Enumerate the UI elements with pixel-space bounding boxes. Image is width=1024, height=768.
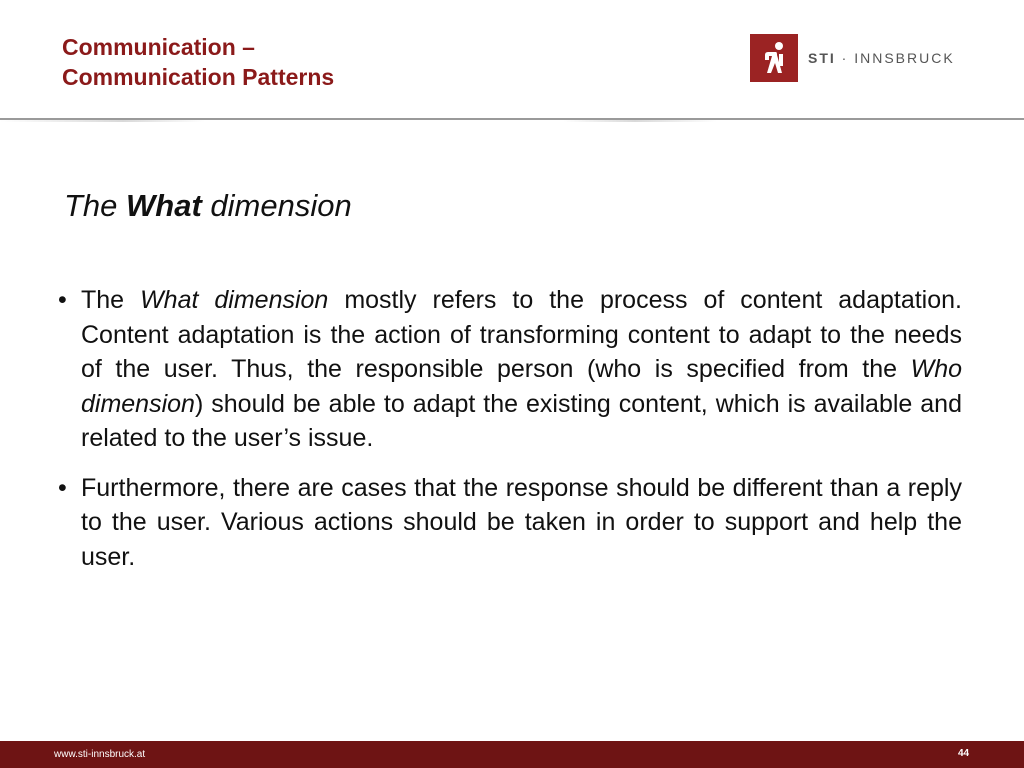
bullet-item bbox=[58, 471, 962, 575]
bullet-text: The bbox=[81, 286, 141, 314]
section-heading-pre: The bbox=[64, 188, 127, 223]
sti-figure-logo-icon bbox=[750, 34, 798, 82]
page-number: 44 bbox=[958, 748, 970, 759]
slide-title-line1: Communication – bbox=[62, 34, 255, 60]
bullet-item bbox=[58, 283, 962, 456]
bullet-emphasis: Who dimension bbox=[81, 355, 962, 418]
section-heading bbox=[64, 188, 352, 224]
bullet-marker: • bbox=[58, 473, 67, 502]
slide-title-line2: Communication Patterns bbox=[62, 64, 335, 90]
logo-brand-rest: INNSBRUCK bbox=[854, 50, 955, 66]
bullet-marker: • bbox=[58, 286, 67, 314]
bullet-list bbox=[58, 283, 962, 589]
section-heading-post: dimension bbox=[201, 188, 352, 223]
logo-separator: · bbox=[835, 50, 855, 66]
section-heading-strong: What bbox=[126, 188, 202, 223]
header-divider-shadow bbox=[0, 120, 1024, 122]
bullet-text: mostly refers to the process of content adaptation. Content adaptation is the action of transforming content to adapt to the needs of the user. Thus, the responsible person (who is specified from the bbox=[81, 286, 962, 383]
bullet-text: ) should be able to adapt the existing content, which is available and related to the user’s issue. bbox=[81, 389, 962, 452]
footer-bar bbox=[0, 741, 1024, 768]
bullet-emphasis: What dimension bbox=[140, 286, 329, 314]
logo-brand-bold: STI bbox=[808, 50, 836, 66]
footer-url-link[interactable]: www.sti-innsbruck.at bbox=[54, 749, 146, 760]
sti-innsbruck-logo bbox=[750, 34, 955, 82]
bullet-text: Furthermore, there are cases that the response should be different than a reply to the user. Various actions should be taken in order to support and help the user. bbox=[81, 473, 962, 571]
slide-title bbox=[62, 32, 334, 92]
logo-wordmark bbox=[808, 50, 955, 66]
